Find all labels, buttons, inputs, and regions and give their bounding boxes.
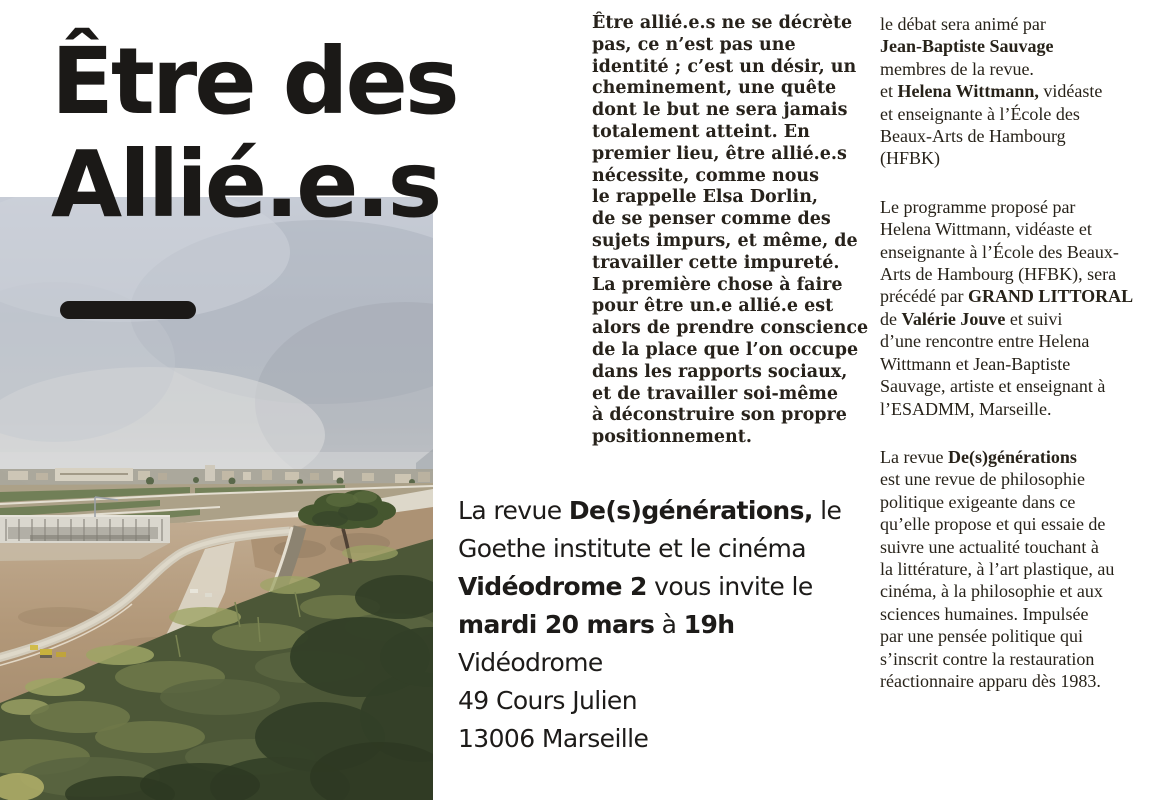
landscape-photo <box>0 197 433 800</box>
title-line-2: Allié.e.s <box>51 131 440 238</box>
title-line-1: Être des <box>51 28 457 135</box>
debate-paragraph: le débat sera animé par Jean-Baptiste Sauvage membres de la revue. et Helena Wittmann, vidéaste et enseignante à l’École des Beaux-Arts de Hambourg (HFBK) <box>880 14 1103 169</box>
landscape-illustration <box>0 197 433 800</box>
program-paragraph: Le programme proposé par Helena Wittmann, vidéaste et enseignante à l’École des Beaux- Arts de Hambourg (HFBK), sera précédé par GRAND LITTORAL de Valérie Jouve et suivi d’une rencontre entre Helena Wittmann et Jean-Baptiste Sauvage, artiste et enseignant à l’ESADMM, Marseille. <box>880 196 1134 419</box>
title-dash <box>60 301 196 319</box>
event-details: La revue De(s)générations, le Goethe institute et le cinéma Vidéodrome 2 vous invite le mardi 20 mars à 19h Vidéodrome 49 Cours Julien 13006 Marseille <box>458 496 842 753</box>
revue-paragraph: La revue De(s)générations est une revue de philosophie politique exigeante dans ce qu’elle propose et qui essaie de suivre une actualité touchant à la littérature, à l’art plastique, au cinéma, à la philosophie et aux sciences humaines. Impulsée par une pensée politique qui s’inscrit contre la restauration réactionnaire apparu dès 1983. <box>880 446 1115 691</box>
right-column <box>880 13 1133 718</box>
poster-title <box>51 30 457 236</box>
sky <box>0 197 433 503</box>
intro-text: Être allié.e.s ne se décrète pas, ce n’est pas une identité ; c’est un désir, un cheminement, une quête dont le but ne sera jamais totalement atteint. En premier lieu, être allié.e.s nécessite, comme nous le rappelle Elsa Dorlin, de se penser comme des sujets impurs, et même, de travailler cette impureté. La première chose à faire pour être un.e allié.e est alors de prendre conscience de la place que l’on occupe dans les rapports sociaux, et de travailler soi-même à déconstruire son propre positionnement. <box>592 13 869 448</box>
